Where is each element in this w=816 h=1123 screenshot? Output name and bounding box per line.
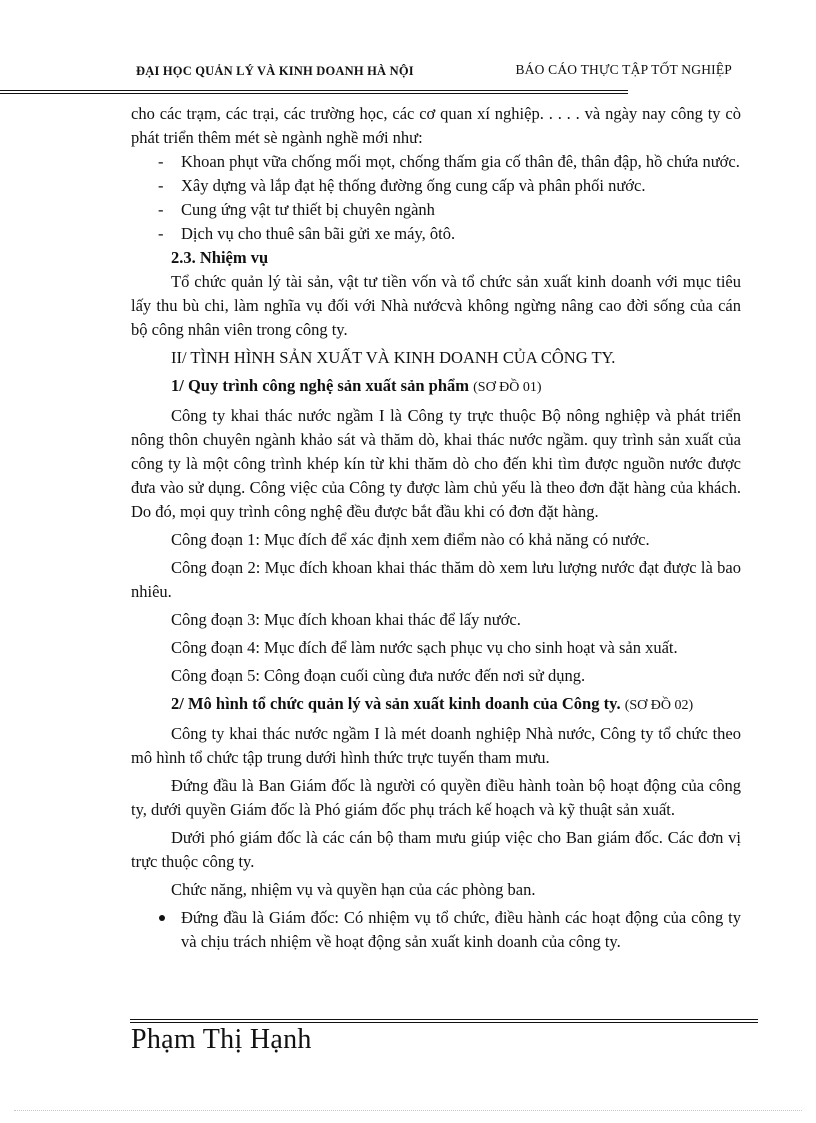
heading-process-title: 1/ Quy trình công nghệ sản xuất sản phẩm [171,376,469,395]
heading-org-model-ref: (SƠ ĐỒ 02) [624,698,694,713]
paragraph-tasks: Tổ chức quản lý tài sản, vật tư tiền vốn và tổ chức sản xuất kinh doanh với mục tiêu lấy thu bù chi, làm nghĩa vụ đối với Nhà nướcvà không ngừng nâng cao đời sống của cán bộ công nhân viên trong công ty. [131,272,741,339]
heading-process [131,374,741,400]
paragraph-stage-5: Công đoạn 5: Công đoạn cuối cùng đưa nước đến nơi sử dụng. [171,666,586,685]
paragraph-intro: cho các trạm, các trại, các trường học, các cơ quan xí nghiệp. . . . . và ngày nay công ty cò phát triển thêm mét sè ngành nghề mới như: [131,104,741,147]
paragraph-org-2: Đứng đầu là Ban Giám đốc là người có quyền điều hành toàn bộ hoạt động của công ty, dưới quyền Giám đốc là Phó giám đốc phụ trách kế hoạch và kỹ thuật sản xuất. [131,776,741,819]
heading-process-ref: (SƠ ĐỒ 01) [473,380,542,395]
page-edge-divider [14,1110,802,1111]
page-body [131,102,741,954]
paragraph-org-1: Công ty khai thác nước ngầm I là mét doanh nghiệp Nhà nước, Công ty tổ chức theo mô hình tổ chức tập trung dưới hình thức trực tuyến tham mưu. [131,724,741,767]
list-item: - Dịch vụ cho thuê sân bãi gửi xe máy, ôtô. [131,222,741,246]
responsibilities-list [131,906,741,954]
header-rule-bottom [0,93,628,94]
author-name: Phạm Thị Hạnh [131,1024,312,1055]
paragraph-org-3: Dưới phó giám đốc là các cán bộ tham mưu giúp việc cho Ban giám đốc. Các đơn vị trực thuộc công ty. [131,828,741,871]
header-university: ĐẠI HỌC QUẢN LÝ VÀ KINH DOANH HÀ NỘI [136,64,414,78]
list-item: - Khoan phụt vữa chống mối mọt, chống thấm gia cố thân đê, thân đập, hồ chứa nước. [131,150,741,174]
list-item: Đứng đầu là Giám đốc: Có nhiệm vụ tổ chức, điều hành các hoạt động của công ty và chịu trách nhiệm về hoạt động sản xuất kinh doanh của công ty. [131,906,741,954]
list-item: - Xây dựng và lắp đạt hệ thống đường ống cung cấp và phân phối nước. [131,174,741,198]
services-list [131,150,741,246]
paragraph-stage-2: Công đoạn 2: Mục đích khoan khai thác thăm dò xem lưu lượng nước đạt được là bao nhiêu. [131,558,741,601]
footer-rule-top [130,1019,758,1020]
header-report-title: BÁO CÁO THỰC TẬP TỐT NGHIỆP [515,62,732,77]
footer-rule-bottom [130,1022,758,1023]
header-rule-top [0,90,628,91]
page-header [130,56,758,86]
heading-section-2: II/ TÌNH HÌNH SẢN XUẤT VÀ KINH DOANH CỦA CÔNG TY. [171,348,616,367]
paragraph-stage-3: Công đoạn 3: Mục đích khoan khai thác để lấy nước. [171,610,521,629]
paragraph-process: Công ty khai thác nước ngầm I là Công ty trực thuộc Bộ nông nghiệp và phát triển nông thôn chuyên ngành khảo sát và thăm dò, khai thác nước ngầm. quy trình sản xuất của công ty là một công trình khép kín từ khi thăm dò cho đến khi tìm được nguồn nước được đưa vào sử dụng. Công việc của Công ty được làm chủ yếu là theo đơn đặt hàng của khách. Do đó, mọi quy trình công nghệ đều được bắt đầu khi có đơn đặt hàng. [131,406,741,521]
heading-org-model-title: 2/ Mô hình tổ chức quản lý và sản xuất kinh doanh của Công ty. [171,694,621,713]
list-item: - Cung ứng vật tư thiết bị chuyên ngành [131,198,741,222]
paragraph-stage-4: Công đoạn 4: Mục đích để làm nước sạch phục vụ cho sinh hoạt và sản xuất. [171,638,678,657]
paragraph-stage-1: Công đoạn 1: Mục đích để xác định xem điểm nào có khả năng có nước. [171,530,650,549]
heading-2-3: 2.3. Nhiệm vụ [171,248,269,267]
heading-org-model [131,692,741,718]
paragraph-departments: Chức năng, nhiệm vụ và quyền hạn của các phòng ban. [171,880,536,899]
